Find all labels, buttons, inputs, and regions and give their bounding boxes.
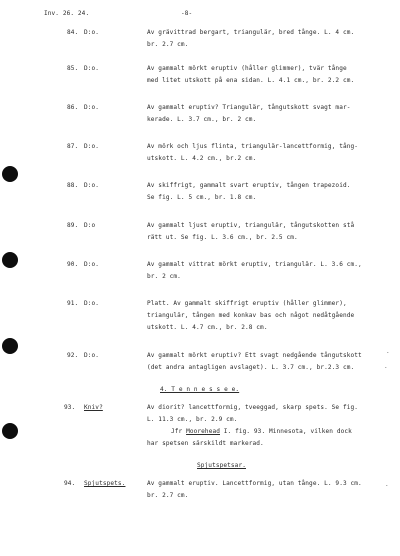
entry-label: D:o. bbox=[84, 104, 100, 111]
margin-mark: . bbox=[386, 348, 390, 355]
entry-description-line: Av gammalt eruptiv? Triangulär, tångutskott svagt mar- bbox=[147, 104, 351, 111]
entry-label: Kniv? bbox=[84, 404, 103, 411]
reference-author: Moorehead bbox=[186, 428, 220, 435]
entry-label: D:o. bbox=[84, 29, 100, 36]
entry-description-line: Av gammalt eruptiv. Lancettformig, utan tånge. L. 9.3 cm. bbox=[147, 480, 362, 487]
entry-number: 92. bbox=[67, 352, 79, 359]
punch-hole bbox=[2, 252, 18, 268]
entry-description-line: Platt. Av gammalt skiffrigt eruptiv (håller glimmer), bbox=[147, 300, 347, 307]
entry-number: 94. bbox=[64, 480, 76, 487]
entry-description-line: kerade. L. 3.7 cm., br. 2 cm. bbox=[147, 116, 257, 123]
margin-mark: . bbox=[385, 481, 389, 488]
reference-prefix: Jfr bbox=[171, 428, 187, 435]
entry-number: 84. bbox=[67, 29, 79, 36]
entry-number: 91. bbox=[67, 300, 79, 307]
entry-description-line: L. 11.3 cm., br. 2.9 cm. bbox=[147, 416, 238, 423]
inventory-number: Inv. 26. 24. bbox=[44, 10, 90, 17]
entry-description-line: Av mörk och ljus flinta, triangulär-lancettformig, tång- bbox=[147, 143, 359, 150]
section-heading: 4. T e n n e s s e e. bbox=[160, 386, 240, 393]
entry-description-line: br. 2 cm. bbox=[147, 273, 181, 280]
punch-hole bbox=[2, 338, 18, 354]
entry-description-line: triangulär, tången med konkav bas och något nedåtgående bbox=[147, 312, 355, 319]
reference-rest: I. fig. 93. Minnesota, vilken dock bbox=[220, 428, 352, 435]
entry-number: 85. bbox=[67, 65, 79, 72]
section-heading: Spjutspetsar. bbox=[197, 462, 246, 469]
entry-description-line: Av gammalt mörkt eruptiv? Ett svagt nedgående tångutskott bbox=[147, 352, 362, 359]
punch-hole bbox=[2, 423, 18, 439]
entry-description-line: Av skiffrigt, gammalt svart eruptiv, tången trapezoid. bbox=[147, 182, 351, 189]
page-number: -8- bbox=[181, 10, 193, 17]
entry-description-line: Se fig. L. 5 cm., br. 1.8 cm. bbox=[147, 194, 257, 201]
entry-description-line: rätt ut. Se fig. L. 3.6 cm., br. 2.5 cm. bbox=[147, 234, 298, 241]
entry-description-line: (det andra antagligen avslaget). L. 3.7 cm., br.2.3 cm. bbox=[147, 364, 355, 371]
entry-number: 89. bbox=[67, 222, 79, 229]
entry-label: D:o. bbox=[84, 261, 100, 268]
entry-label: D:o. bbox=[84, 143, 100, 150]
entry-number: 86. bbox=[67, 104, 79, 111]
entry-description-line: Av gammalt ljust eruptiv, triangulär, tångutskotten stå bbox=[147, 222, 355, 229]
entry-description-line: br. 2.7 cm. bbox=[147, 492, 189, 499]
entry-label: D:o bbox=[84, 222, 96, 229]
entry-number: 87. bbox=[67, 143, 79, 150]
entry-label: D:o. bbox=[84, 300, 100, 307]
entry-description-line: utskott. L. 4.7 cm., br. 2.8 cm. bbox=[147, 324, 268, 331]
entry-description-line: Av gammalt mörkt eruptiv (håller glimmer), tvär tånge bbox=[147, 65, 347, 72]
margin-mark: . bbox=[384, 363, 388, 370]
punch-hole bbox=[2, 166, 18, 182]
entry-label: D:o. bbox=[84, 352, 100, 359]
entry-description-line: med litet utskott på ena sidan. L. 4.1 cm., br. 2.2 cm. bbox=[147, 77, 355, 84]
entry-description-line: Av gammalt vittrat mörkt eruptiv, triangulär. L. 3.6 cm., bbox=[147, 261, 362, 268]
entry-label: Spjutspets. bbox=[84, 480, 126, 487]
entry-label: D:o. bbox=[84, 182, 100, 189]
entry-description-line: Av diorit? lancettformig, tveeggad, skarp spets. Se fig. bbox=[147, 404, 359, 411]
entry-description-line: Av grävittrad bergart, triangulär, bred tånge. L. 4 cm. bbox=[147, 29, 355, 36]
entry-number: 93. bbox=[64, 404, 76, 411]
entry-label: D:o. bbox=[84, 65, 100, 72]
entry-description-line: utskott. L. 4.2 cm., br.2 cm. bbox=[147, 155, 257, 162]
entry-description-line: br. 2.7 cm. bbox=[147, 41, 189, 48]
entry-description-line: har spetsen särskildt markerad. bbox=[147, 440, 264, 447]
entry-reference-line bbox=[171, 428, 352, 436]
entry-number: 88. bbox=[67, 182, 79, 189]
entry-number: 90. bbox=[67, 261, 79, 268]
